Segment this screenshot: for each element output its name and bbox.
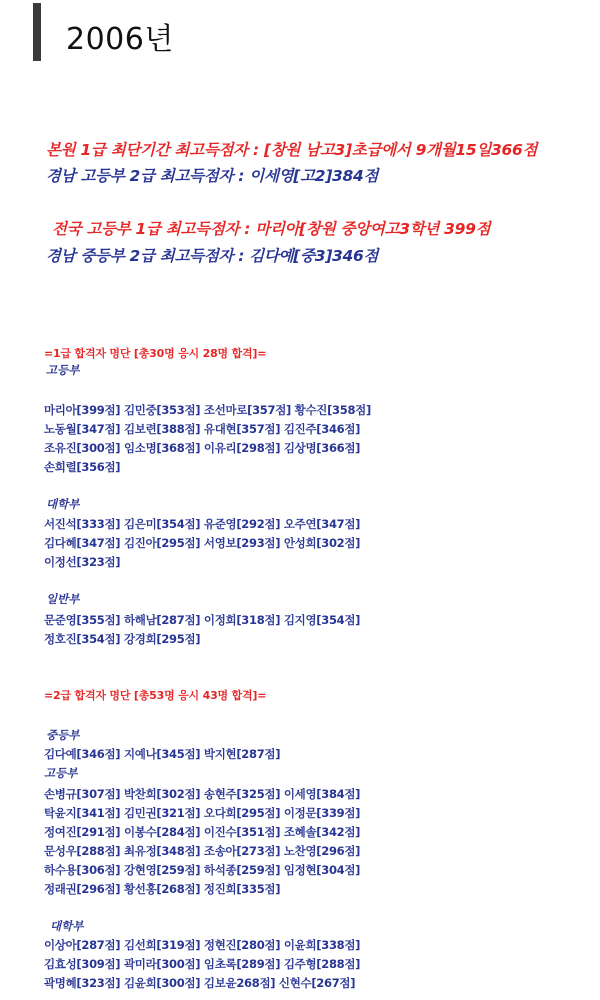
grade2-group-rows bbox=[44, 785, 360, 899]
list-item: 손병규[307점] 박찬희[302점] 송현주[325점] 이세영[384점] bbox=[44, 787, 361, 801]
list-item: 정래권[296점] 황선홍[268점] 정진희[335점] bbox=[44, 882, 281, 896]
grade1-group-rows bbox=[44, 515, 360, 572]
list-item: 정여진[291점] 이봉수[284점] 이진수[351점] 조혜솔[342점] bbox=[44, 825, 361, 839]
list-item: 문준영[355점] 하해남[287점] 이정희[318점] 김지영[354점] bbox=[44, 613, 361, 627]
list-item: 김효성[309점] 곽미라[300점] 임초록[289점] 김주형[288점] bbox=[44, 957, 361, 971]
grade1-group-label: 일반부 bbox=[46, 592, 80, 606]
list-item: 김다혜[347점] 김진아[295점] 서영보[293점] 안성희[302점] bbox=[44, 536, 361, 550]
list-item: 이상아[287점] 김선희[319점] 정현진[280점] 이윤희[338점] bbox=[44, 938, 361, 952]
list-item: 하수용[306점] 강현영[259점] 하석종[259점] 임정현[304점] bbox=[44, 863, 361, 877]
list-item: 노동월[347점] 김보련[388점] 유대현[357점] 김진주[346점] bbox=[44, 422, 361, 436]
list-item: 탁윤지[341점] 김민권[321점] 오다희[295점] 이정문[339점] bbox=[44, 806, 361, 820]
list-item: 곽명혜[323점] 김윤희[300점] 김보윤268점] 신현수[267점] bbox=[44, 976, 356, 990]
list-item: 조유진[300점] 임소명[368점] 이유리[298점] 김상명[366점] bbox=[44, 441, 361, 455]
grade1-group-rows bbox=[44, 401, 371, 477]
highlight-3: 전국 고등부 1급 최고득점자 : 마리아[창원 중앙여고3학년 399점 bbox=[52, 220, 491, 238]
list-item: 이정선[323점] bbox=[44, 555, 121, 569]
grade1-group-label: 대학부 bbox=[46, 497, 80, 511]
list-item: 마리아[399점] 김민중[353점] 조선마로[357점] 황수진[358점] bbox=[44, 403, 371, 417]
page-title: 2006년 bbox=[66, 22, 174, 57]
list-item: 정호진[354점] 강경희[295점] bbox=[44, 632, 201, 646]
grade2-group-label: 고등부 bbox=[44, 766, 78, 780]
year-marker-bar bbox=[33, 3, 41, 61]
highlight-1: 본원 1급 최단기간 최고득점자 : [창원 남고3]초급에서 9개월15일366점 bbox=[46, 141, 538, 159]
grade2-heading: =2급 합격자 명단 [총53명 응시 43명 합격]= bbox=[44, 689, 267, 702]
highlight-2: 경남 고등부 2급 최고득점자 : 이세영[고2]384점 bbox=[46, 167, 379, 185]
grade2-group-label: 대학부 bbox=[50, 919, 84, 933]
grade2-group-label: 중등부 bbox=[46, 728, 80, 742]
list-item: 손희렬[356점] bbox=[44, 460, 121, 474]
grade1-heading: =1급 합격자 명단 [총30명 응시 28명 합격]= bbox=[44, 347, 267, 360]
grade1-group-label: 고등부 bbox=[46, 363, 80, 377]
list-item: 서진석[333점] 김은미[354점] 유준영[292점] 오주연[347점] bbox=[44, 517, 361, 531]
grade2-group-rows bbox=[44, 936, 360, 993]
list-item: 문성우[288점] 최유정[348점] 조송아[273점] 노찬영[296점] bbox=[44, 844, 361, 858]
grade1-group-rows bbox=[44, 611, 360, 649]
grade2-group-rows bbox=[44, 745, 280, 764]
list-item: 김다예[346점] 지예나[345점] 박지현[287점] bbox=[44, 747, 281, 761]
highlight-4: 경남 중등부 2급 최고득점자 : 김다예[중3]346점 bbox=[46, 247, 379, 265]
